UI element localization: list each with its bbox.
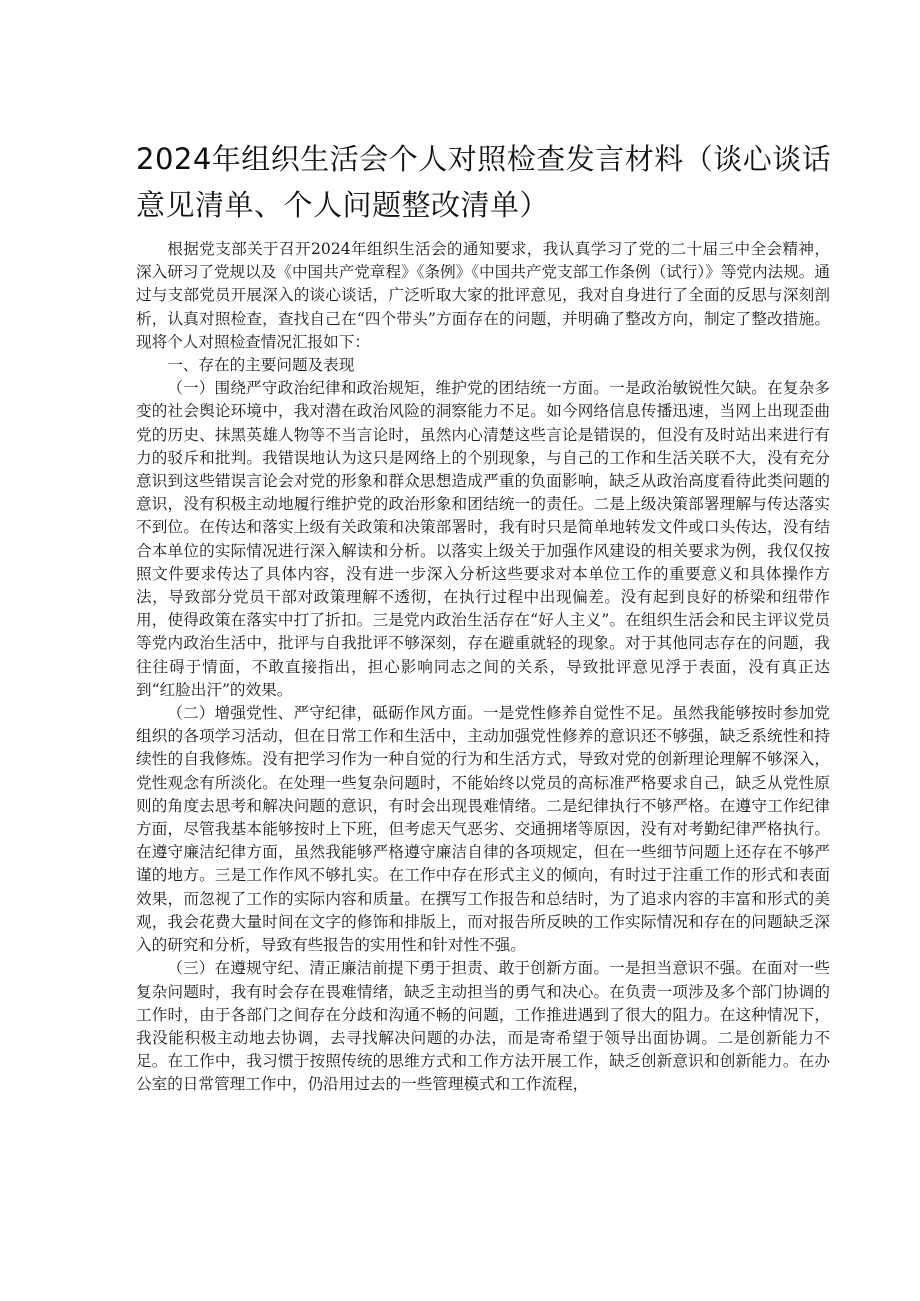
document-body: [136, 238, 830, 1097]
section-2-paragraph: （二）增强党性、严守纪律，砥砺作风方面。一是党性修养自觉性不足。虽然我能够按时参加党组织的各项学习活动，但在日常工作和生活中，主动加强党性修养的意识还不够强，缺乏系统性和持续性的自我修炼。没有把学习作为一种自觉的行为和生活方式，导致对党的创新理论理解不够深入，党性观念有所淡化。在处理一些复杂问题时，不能始终以党员的高标准严格要求自己，缺乏从党性原则的角度去思考和解决问题的意识，有时会出现畏难情绪。二是纪律执行不够严格。在遵守工作纪律方面，尽管我基本能够按时上下班，但考虑天气恶劣、交通拥堵等原因，没有对考勤纪律严格执行。在遵守廉洁纪律方面，虽然我能够严格遵守廉洁自律的各项规定，但在一些细节问题上还存在不够严谨的地方。三是工作作风不够扎实。在工作中存在形式主义的倾向，有时过于注重工作的形式和表面效果，而忽视了工作的实际内容和质量。在撰写工作报告和总结时，为了追求内容的丰富和形式的美观，我会花费大量时间在文字的修饰和排版上，而对报告所反映的工作实际情况和存在的问题缺乏深入的研究和分析，导致有些报告的实用性和针对性不强。: [136, 704, 830, 955]
section-1-paragraph: （一）围绕严守政治纪律和政治规矩，维护党的团结统一方面。一是政治敏锐性欠缺。在复杂多变的社会舆论环境中，我对潜在政治风险的洞察能力不足。如今网络信息传播迅速，当网上出现歪曲党的历史、抹黑英雄人物等不当言论时，虽然内心清楚这些言论是错误的，但没有及时站出来进行有力的驳斥和批判。我错误地认为这只是网络上的个别现象，与自己的工作和生活关联不大，没有充分意识到这些错误言论会对党的形象和群众思想造成严重的负面影响，缺乏从政治高度看待此类问题的意识，没有积极主动地履行维护党的政治形象和团结统一的责任。二是上级决策部署理解与传达落实不到位。在传达和落实上级有关政策和决策部署时，我有时只是简单地转发文件或口头传达，没有结合本单位的实际情况进行深入解读和分析。以落实上级关于加强作风建设的相关要求为例，我仅仅按照文件要求传达了具体内容，没有进一步深入分析这些要求对本单位工作的重要意义和具体操作方法，导致部分党员干部对政策理解不透彻，在执行过程中出现偏差。没有起到良好的桥梁和纽带作用，使得政策在落实中打了折扣。三是党内政治生活存在“好人主义”。在组织生活会和民主评议党员等党内政治生活中，批评与自我批评不够深刻，存在避重就轻的现象。对于其他同志存在的问题，我往往碍于情面，不敢直接指出，担心影响同志之间的关系，导致批评意见浮于表面，没有真正达到“红脸出汗”的效果。: [136, 379, 830, 699]
section-3-paragraph: （三）在遵规守纪、清正廉洁前提下勇于担责、敢于创新方面。一是担当意识不强。在面对一些复杂问题时，我有时会存在畏难情绪，缺乏主动担当的勇气和决心。在负责一项涉及多个部门协调的工作时，由于各部门之间存在分歧和沟通不畅的问题，工作推进遇到了很大的阻力。在这种情况下，我没能积极主动地去协调，去寻找解决问题的办法，而是寄希望于领导出面协调。二是创新能力不足。在工作中，我习惯于按照传统的思维方式和工作方法开展工作，缺乏创新意识和创新能力。在办公室的日常管理工作中，仍沿用过去的一些管理模式和工作流程，: [136, 959, 830, 1094]
intro-paragraph: 根据党支部关于召开2024年组织生活会的通知要求，我认真学习了党的二十届三中全会精神，深入研习了党规以及《中国共产党章程》《条例》《中国共产党支部工作条例（试行）》等党内法规。通过与支部党员开展深入的谈心谈话，广泛听取大家的批评意见，我对自身进行了全面的反思与深刻剖析，认真对照检查，查找自己在“四个带头”方面存在的问题，并明确了整改方向，制定了整改措施。现将个人对照检查情况汇报如下：: [136, 240, 830, 351]
document-title: 2024年组织生活会个人对照检查发言材料（谈心谈话意见清单、个人问题整改清单）: [136, 142, 832, 222]
section-heading: 一、存在的主要问题及表现: [167, 356, 355, 375]
